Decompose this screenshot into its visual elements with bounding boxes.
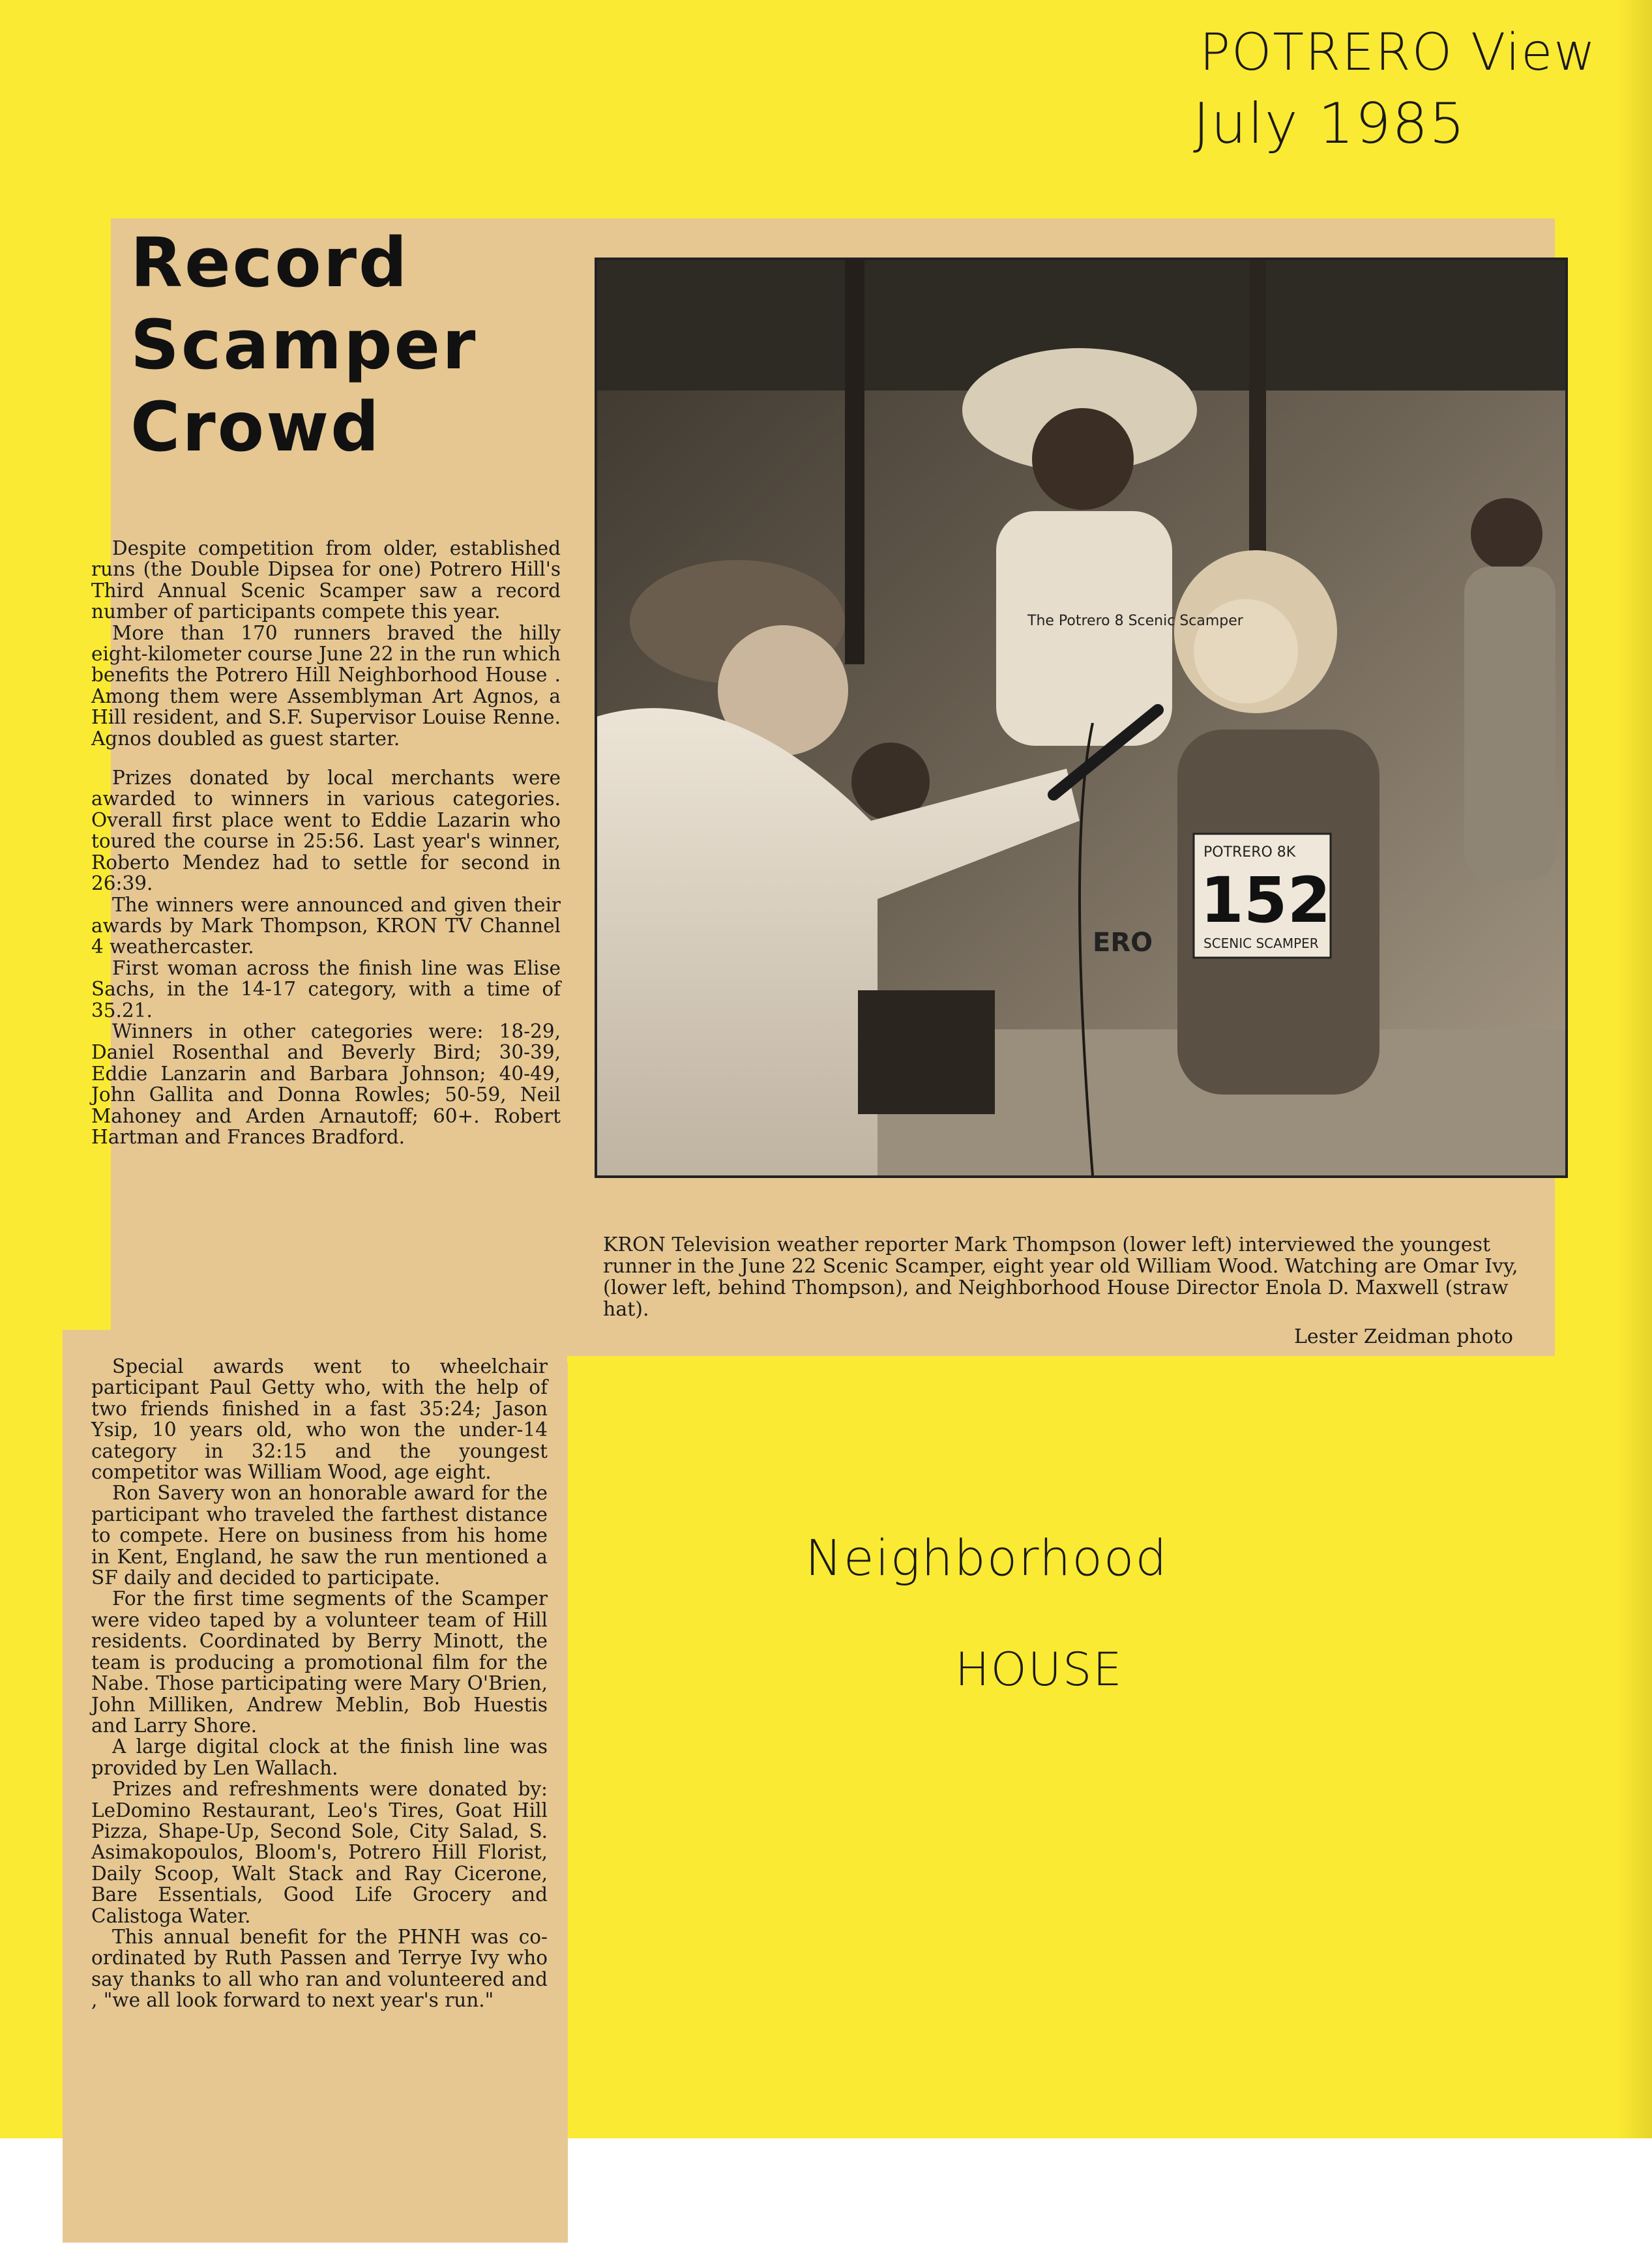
article-paragraph: First woman across the finish line was Elise Sachs, in the 14-17 category, with a time of 35.21. xyxy=(91,956,561,1022)
bib-number: 152 xyxy=(1200,864,1331,937)
article-paragraph: Ron Savery won an honorable award for the participant who traveled the farthest distance to compete. Here on business from his home in Kent, England, he saw the run mentioned a SF daily and decided to participate. xyxy=(91,1482,548,1589)
clipping-cut-edge xyxy=(567,1356,1555,1363)
shirt-text: The Potrero 8 Scenic Scamper xyxy=(1027,613,1243,629)
article-column-top xyxy=(91,538,561,1147)
article-paragraph: The winners were announced and given their awards by Mark Thompson, KRON TV Channel 4 weathercaster. xyxy=(91,893,561,958)
headline-line-2: Scamper xyxy=(130,305,478,385)
sheet-edge-shadow xyxy=(1617,0,1652,2138)
article-headline xyxy=(130,222,587,468)
article-paragraph: More than 170 runners braved the hilly eight-kilometer course June 22 in the run which benefits the Potrero Hill Neighborhood House . Among them were Assemblyman Art Agnos, a Hill resident, and S.F. Supervisor Louise Renne. Agnos doubled as guest starter. xyxy=(91,621,561,750)
article-column-bottom xyxy=(91,1356,548,2011)
article-paragraph: Winners in other categories were: 18-29, Daniel Rosenthal and Beverly Bird; 30-39, Eddie Lanzarin and Barbara Johnson; 40-49, John Gallita and Donna Rowles; 50-59, Neil Mahoney and Arden Arnautoff; 60+. Robert Hartman and Frances Bradford. xyxy=(91,1020,561,1148)
handwritten-date: July 1985 xyxy=(1193,91,1466,156)
headline-line-1: Record xyxy=(130,223,409,302)
handwritten-label-line-2: HOUSE xyxy=(955,1643,1123,1696)
news-photo xyxy=(595,258,1568,1178)
handwritten-source: POTRERO View xyxy=(1200,23,1597,82)
article-paragraph: Despite competition from older, established runs (the Double Dipsea for one) Potrero Hill's Third Annual Scenic Scamper saw a record number of participants compete this year. xyxy=(91,537,561,623)
bib-header: POTRERO 8K xyxy=(1203,844,1296,861)
handwritten-label-line-1: Neighborhood xyxy=(805,1529,1168,1587)
photo-illustration xyxy=(597,260,1565,1175)
article-paragraph: Special awards went to wheelchair participant Paul Getty who, with the help of two friends finished in a fast 35:24; Jason Ysip, 10 years old, who won the under-14 category in 32:15 and the youngest competitor was William Wood, age eight. xyxy=(91,1355,548,1484)
headline-line-3: Crowd xyxy=(130,387,381,467)
article-paragraph: A large digital clock at the finish line was provided by Len Wallach. xyxy=(91,1735,548,1779)
photo-credit: Lester Zeidman photo xyxy=(1293,1325,1513,1348)
article-paragraph: Prizes and refreshments were donated by: LeDomino Restaurant, Leo's Tires, Goat Hill Pizza, Shape-Up, Second Sole, City Salad, S. Asimakopoulos, Bloom's, Potrero Hill Florist, Daily Scoop, Walt Stack and Ray Cicerone, Bare Essentials, Good Life Grocery and Calistoga Water. xyxy=(91,1778,548,1927)
article-paragraph: For the first time segments of the Scamper were video taped by a volunteer team of Hill residents. Coordinated by Berry Minott, the team is producing a promotional film for the Nabe. Those participating were Mary O'Brien, John Milliken, Andrew Meblin, Bob Huestis and Larry Shore. xyxy=(91,1587,548,1737)
article-paragraph: Prizes donated by local merchants were awarded to winners in various categories. Overall first place went to Eddie Lazarin who toured the course in 25:56. Last year's winner, Roberto Mendez had to settle for second in 26:39. xyxy=(91,767,561,895)
bib-footer: SCENIC SCAMPER xyxy=(1203,936,1319,951)
sign-text: ERO xyxy=(1093,928,1153,958)
article-paragraph: This annual benefit for the PHNH was co-ordinated by Ruth Passen and Terrye Ivy who say thanks to all who ran and volunteered and , "we all look forward to next year's run." xyxy=(91,1925,548,2012)
photo-caption: KRON Television weather reporter Mark Thompson (lower left) interviewed the youngest runner in the June 22 Scenic Scamper, eight year old William Wood. Watching are Omar Ivy, (lower left, behind Thompson), and Neighborhood House Director Enola D. Maxwell (straw hat). xyxy=(603,1233,1518,1321)
